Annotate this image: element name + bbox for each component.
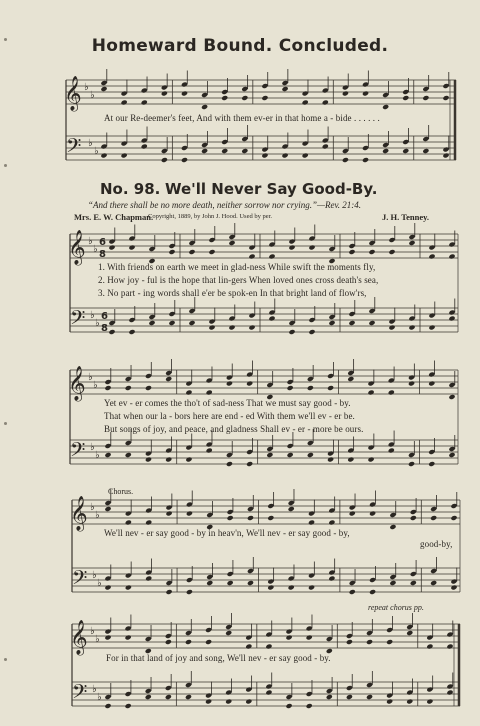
note-head — [448, 394, 455, 400]
note-head — [208, 325, 215, 331]
note-head — [104, 506, 111, 512]
note-head — [388, 325, 395, 331]
note-head — [368, 249, 375, 255]
note-head — [327, 457, 334, 463]
note-head — [282, 153, 289, 159]
note-head — [286, 635, 293, 641]
note-head — [208, 249, 215, 255]
note-head — [389, 580, 396, 586]
note-head — [261, 153, 268, 159]
note-head — [227, 580, 234, 586]
note-head — [188, 320, 195, 326]
svg-text:♭: ♭ — [94, 146, 99, 157]
svg-text:♭: ♭ — [97, 692, 102, 703]
svg-text:♭: ♭ — [90, 90, 95, 101]
note-head — [302, 100, 309, 106]
svg-text:♭: ♭ — [95, 318, 100, 329]
svg-text:♭: ♭ — [93, 244, 98, 255]
note-head — [428, 325, 435, 331]
note-head — [245, 644, 252, 650]
page-speck — [4, 164, 7, 167]
note-head — [161, 91, 168, 97]
note-head — [185, 694, 192, 700]
epigraph: “And there shall be no more death, neither sorrow nor crying.”—Rev. 21:4. — [88, 200, 362, 210]
note-head — [426, 644, 433, 650]
svg-text:𝄢: 𝄢 — [70, 438, 86, 466]
chorus-echo: good-by, — [420, 539, 453, 549]
verse1-line2: Yet ev - er comes the tho't of sad-ness That we must say good - by. — [104, 398, 351, 408]
note-head — [306, 635, 313, 641]
page-speck — [4, 658, 7, 661]
note-head — [328, 520, 335, 526]
note-head — [104, 635, 111, 641]
note-head — [450, 585, 457, 591]
note-head — [408, 240, 415, 246]
note-head — [322, 100, 329, 106]
note-head — [125, 520, 132, 526]
note-head — [181, 157, 188, 163]
svg-text:♭: ♭ — [84, 82, 89, 93]
note-head — [185, 639, 192, 645]
note-head — [225, 630, 232, 636]
svg-text:♭: ♭ — [90, 626, 95, 637]
note-head — [226, 461, 233, 467]
note-head — [448, 316, 455, 322]
note-head — [388, 448, 395, 454]
note-head — [165, 376, 172, 382]
page-speck — [4, 422, 7, 425]
note-head — [266, 452, 273, 458]
svg-text:♭: ♭ — [88, 236, 93, 247]
note-head — [186, 511, 193, 517]
note-head — [406, 630, 413, 636]
note-head — [145, 694, 152, 700]
note-head — [186, 589, 193, 595]
verse2-line1: 2. How joy - ful is the hope that lin-gers When loved ones cross death's sea, — [98, 275, 379, 285]
note-head — [206, 580, 213, 586]
note-head — [165, 694, 172, 700]
note-head — [347, 457, 354, 463]
note-head — [245, 699, 252, 705]
note-head — [302, 153, 309, 159]
hymn-title: We'll Never Say Good-By. — [165, 180, 378, 198]
note-head — [145, 520, 152, 526]
note-head — [446, 644, 453, 650]
note-head — [206, 448, 213, 454]
note-heads — [100, 69, 457, 709]
svg-text:𝄢: 𝄢 — [72, 566, 88, 594]
svg-text:♭: ♭ — [88, 372, 93, 383]
note-head — [308, 329, 315, 335]
author: Mrs. E. W. Chapman. — [74, 212, 154, 222]
note-head — [104, 585, 111, 591]
note-head — [362, 157, 369, 163]
svg-text:𝄢: 𝄢 — [72, 680, 88, 708]
note-head — [141, 100, 148, 106]
note-head — [388, 249, 395, 255]
note-head — [428, 381, 435, 387]
note-head — [221, 95, 228, 101]
note-head — [430, 515, 437, 521]
svg-text:♭: ♭ — [95, 450, 100, 461]
note-head — [125, 585, 132, 591]
note-head — [108, 245, 115, 251]
note-head — [410, 515, 417, 521]
note-head — [185, 457, 192, 463]
chorus-line2: For in that land of joy and song, We'll nev - er say good - by. — [106, 653, 331, 663]
note-head — [141, 144, 148, 150]
note-head — [348, 249, 355, 255]
note-head — [125, 635, 132, 641]
note-head — [125, 385, 132, 391]
note-head — [348, 320, 355, 326]
note-head — [322, 144, 329, 150]
note-head — [422, 95, 429, 101]
note-head — [288, 506, 295, 512]
note-head — [410, 580, 417, 586]
composer: J. H. Tenney. — [382, 212, 430, 222]
note-head — [366, 694, 373, 700]
svg-text:♭: ♭ — [92, 684, 97, 695]
note-head — [346, 639, 353, 645]
note-head — [346, 694, 353, 700]
note-head — [185, 390, 192, 396]
svg-text:♭: ♭ — [92, 570, 97, 581]
svg-text:6: 6 — [99, 237, 106, 248]
svg-text:♭: ♭ — [97, 578, 102, 589]
note-head — [306, 703, 313, 709]
note-head — [125, 703, 132, 709]
note-head — [402, 95, 409, 101]
note-head — [261, 95, 268, 101]
note-head — [145, 385, 152, 391]
note-head — [166, 589, 173, 595]
note-head — [347, 376, 354, 382]
note-head — [288, 245, 295, 251]
note-head — [246, 461, 253, 467]
svg-text:♭: ♭ — [90, 310, 95, 321]
note-head — [442, 153, 449, 159]
note-head — [188, 249, 195, 255]
note-head — [308, 585, 315, 591]
note-head — [328, 576, 335, 582]
note-head — [342, 91, 349, 97]
repeat-note: repeat chorus pp. — [368, 603, 424, 612]
svg-text:♭: ♭ — [90, 502, 95, 513]
note-head — [165, 639, 172, 645]
note-head — [228, 240, 235, 246]
note-head — [450, 515, 457, 521]
note-head — [121, 153, 128, 159]
note-head — [241, 95, 248, 101]
note-head — [104, 703, 111, 709]
note-head — [368, 457, 375, 463]
note-head — [145, 576, 152, 582]
note-head — [247, 580, 254, 586]
note-head — [227, 515, 234, 521]
note-head — [125, 452, 132, 458]
svg-text:𝄞: 𝄞 — [68, 366, 86, 401]
note-head — [248, 325, 255, 331]
svg-text:𝄢: 𝄢 — [66, 134, 82, 162]
note-head — [382, 104, 389, 110]
note-head — [327, 385, 334, 391]
note-head — [288, 585, 295, 591]
note-head — [389, 524, 396, 530]
note-head — [128, 245, 135, 251]
svg-text:8: 8 — [99, 249, 106, 260]
note-head — [168, 249, 175, 255]
svg-text:♭: ♭ — [95, 510, 100, 521]
note-head — [368, 390, 375, 396]
note-head — [168, 320, 175, 326]
note-head — [121, 100, 128, 106]
svg-text:𝄢: 𝄢 — [70, 306, 86, 334]
svg-text:𝄞: 𝄞 — [70, 620, 88, 655]
note-head — [448, 452, 455, 458]
note-head — [165, 457, 172, 463]
svg-text:6: 6 — [101, 311, 108, 322]
note-head — [388, 390, 395, 396]
note-head — [221, 148, 228, 154]
note-head — [205, 639, 212, 645]
note-head — [408, 325, 415, 331]
note-head — [268, 254, 275, 260]
note-head — [386, 639, 393, 645]
note-head — [408, 461, 415, 467]
note-head — [265, 690, 272, 696]
verse3-line1: 3. No part - ing words shall e'er be spok-en In that bright land of flow'rs, — [98, 288, 367, 298]
note-head — [428, 254, 435, 260]
verse3-line2: But songs of joy, and peace, and gladness Shall ev - er - more be ours. — [104, 424, 364, 434]
note-head — [104, 385, 111, 391]
svg-text:8: 8 — [101, 323, 108, 334]
note-head — [349, 511, 356, 517]
note-head — [422, 148, 429, 154]
note-head — [326, 694, 333, 700]
note-head — [145, 457, 152, 463]
note-head — [448, 254, 455, 260]
note-head — [241, 148, 248, 154]
note-head — [307, 452, 314, 458]
note-head — [366, 639, 373, 645]
svg-text:𝄞: 𝄞 — [68, 230, 86, 265]
note-head — [108, 329, 115, 335]
note-head — [288, 329, 295, 335]
note-head — [382, 148, 389, 154]
svg-text:𝄞: 𝄞 — [70, 496, 88, 531]
note-head — [442, 95, 449, 101]
note-head — [369, 589, 376, 595]
note-head — [246, 381, 253, 387]
note-head — [267, 585, 274, 591]
lyric-homeward: At our Re-deemer's feet, And with them ev-er in that home a - bide . . . . . . — [104, 113, 380, 123]
note-head — [402, 148, 409, 154]
note-head — [248, 254, 255, 260]
note-head — [228, 325, 235, 331]
note-head — [205, 699, 212, 705]
note-head — [181, 91, 188, 97]
note-head — [446, 690, 453, 696]
note-head — [386, 699, 393, 705]
note-head — [166, 511, 173, 517]
note-head — [128, 329, 135, 335]
svg-text:♭: ♭ — [93, 380, 98, 391]
svg-text:♭: ♭ — [88, 138, 93, 149]
note-head — [100, 153, 107, 159]
note-head — [161, 157, 168, 163]
chorus-label: Chorus. — [108, 487, 134, 496]
page-speck — [4, 38, 7, 41]
svg-text:𝄞: 𝄞 — [64, 76, 82, 111]
note-head — [307, 385, 314, 391]
note-head — [286, 703, 293, 709]
verse2-line2: That when our la - bors here are end - ed With them we'll ev - er be. — [104, 411, 355, 421]
copyright: Copyright, 1889, by John J. Hood. Used by per. — [148, 213, 273, 220]
note-head — [100, 86, 107, 92]
note-head — [428, 461, 435, 467]
note-head — [426, 699, 433, 705]
note-head — [104, 452, 111, 458]
verse1-line1: 1. With friends on earth we meet in glad-ness While swift the moments fly, — [98, 262, 376, 272]
note-head — [287, 452, 294, 458]
note-head — [206, 390, 213, 396]
note-head — [362, 91, 369, 97]
note-head — [265, 644, 272, 650]
note-head — [349, 589, 356, 595]
chorus-line1: We'll nev - er say good - by in heav'n, We'll nev - er say good - by, — [104, 528, 350, 538]
note-head — [408, 381, 415, 387]
note-head — [226, 381, 233, 387]
note-head — [328, 320, 335, 326]
note-head — [308, 520, 315, 526]
note-head — [406, 699, 413, 705]
note-head — [282, 86, 289, 92]
note-head — [430, 580, 437, 586]
svg-text:♭: ♭ — [95, 634, 100, 645]
note-head — [308, 245, 315, 251]
note-head — [267, 515, 274, 521]
note-head — [201, 148, 208, 154]
note-head — [201, 104, 208, 110]
note-head — [148, 320, 155, 326]
note-head — [268, 316, 275, 322]
note-head — [287, 385, 294, 391]
note-head — [225, 699, 232, 705]
hymn-number: No. 98. — [100, 180, 161, 198]
svg-text:♭: ♭ — [90, 442, 95, 453]
page-title: Homeward Bound. Concluded. — [91, 36, 389, 56]
note-head — [247, 515, 254, 521]
note-head — [342, 157, 349, 163]
note-head — [368, 320, 375, 326]
note-head — [369, 511, 376, 517]
